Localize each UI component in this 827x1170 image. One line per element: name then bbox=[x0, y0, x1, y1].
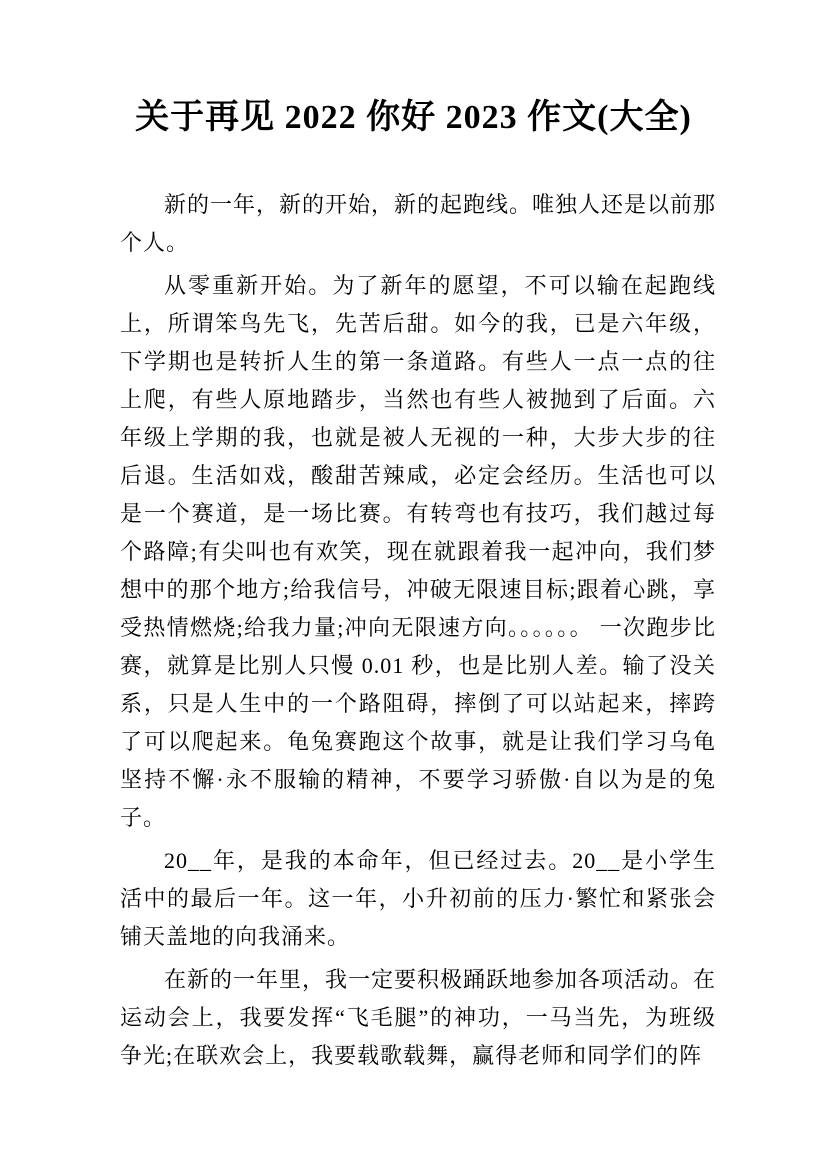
paragraph: 从零重新开始。为了新年的愿望，不可以输在起跑线上，所谓笨鸟先飞，先苦后甜。如今的我，已是六年级，下学期也是转折人生的第一条道路。有些人一点一点的往上爬，有些人原地踏步，当然也有些人被抛到了后面。六年级上学期的我，也就是被人无视的一种，大步大步的往后退。生活如戏，酸甜苦辣咸，必定会经历。生活也可以是一个赛道，是一场比赛。有转弯也有技巧，我们越过每个路障;有尖叫也有欢笑，现在就跟着我一起冲向，我们梦想中的那个地方;给我信号，冲破无限速目标;跟着心跳，享受热情燃烧;给我力量;冲向无限速方向。。。。。。 一次跑步比赛，就算是比别人只慢 0.01 秒，也是比别人差。输了没关系，只是人生中的一个路阻碍，摔倒了可以站起来，摔跨了可以爬起来。龟兔赛跑这个故事，就是让我们学习乌龟坚持不懈·永不服输的精神，不要学习骄傲·自以为是的兔子。 bbox=[120, 273, 716, 830]
paragraph: 在新的一年里，我一定要积极踊跃地参加各项活动。在运动会上，我要发挥“飞毛腿”的神功，一马当先，为班级争光;在联欢会上，我要载歌载舞，赢得老师和同学们的阵 bbox=[120, 967, 717, 1068]
document-title: 关于再见 2022 你好 2023 作文(大全) bbox=[135, 99, 692, 136]
document-body bbox=[120, 186, 716, 1080]
paragraph: 20__年，是我的本命年，但已经过去。20__是小学生活中的最后一年。这一年，小升初前的压力·繁忙和紧张会铺天盖地的向我涌来。 bbox=[120, 848, 716, 949]
paragraph: 新的一年，新的开始，新的起跑线。唯独人还是以前那个人。 bbox=[120, 192, 717, 255]
